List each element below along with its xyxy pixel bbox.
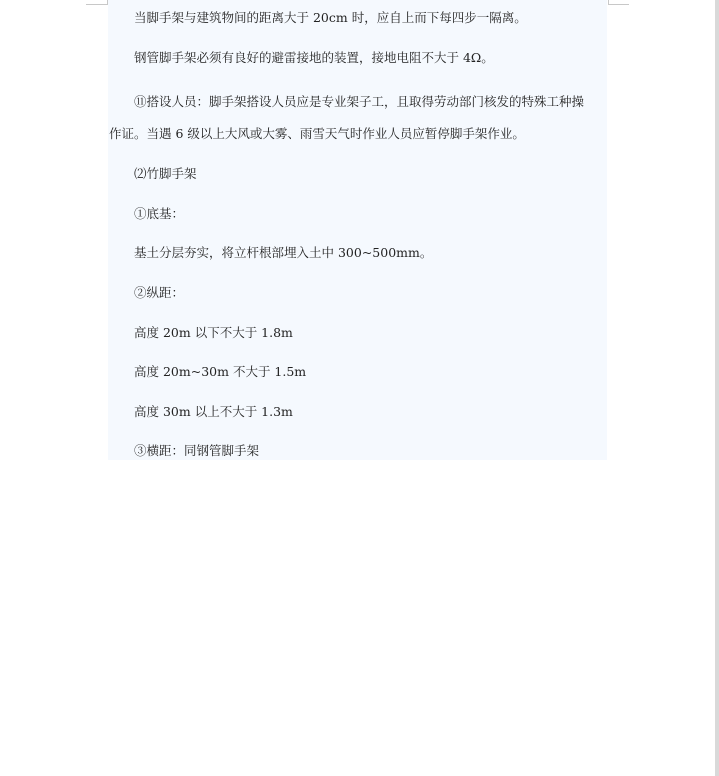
paragraph-line: 基土分层夯实，将立杆根部埋入土中 300~500mm。 bbox=[134, 245, 433, 260]
list-item: 高度 20m~30m 不大于 1.5m bbox=[134, 364, 307, 379]
list-item: 高度 20m 以下不大于 1.8m bbox=[134, 325, 293, 340]
paragraph-line: 当脚手架与建筑物间的距离大于 20cm 时，应自上而下每四步一隔离。 bbox=[134, 10, 527, 25]
subheading: ①底基： bbox=[134, 206, 185, 221]
document-text-block bbox=[108, 0, 607, 460]
vertical-scrollbar[interactable] bbox=[715, 0, 719, 776]
page-corner-mark-right bbox=[608, 0, 629, 5]
subheading: ②纵距： bbox=[134, 285, 185, 300]
paragraph-line: ⑪搭设人员：脚手架搭设人员应是专业架子工，且取得劳动部门核发的特殊工种操 bbox=[134, 94, 585, 109]
paragraph-line: 钢管脚手架必须有良好的避雷接地的装置，接地电阻不大于 4Ω。 bbox=[134, 50, 494, 65]
page-corner-mark-left bbox=[86, 0, 108, 5]
section-heading: ⑵竹脚手架 bbox=[134, 166, 197, 181]
list-item: 高度 30m 以上不大于 1.3m bbox=[134, 404, 293, 419]
paragraph-line-continued: 作证。当遇 6 级以上大风或大雾、雨雪天气时作业人员应暂停脚手架作业。 bbox=[109, 126, 525, 141]
subheading: ③横距：同钢管脚手架 bbox=[134, 443, 260, 458]
